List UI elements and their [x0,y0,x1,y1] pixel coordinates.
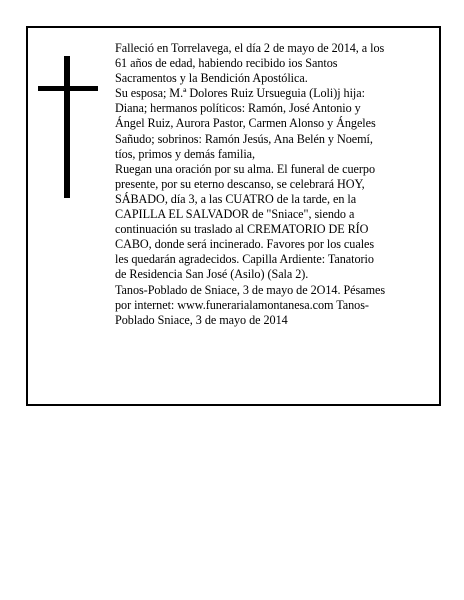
obituary-notice [26,26,441,406]
obituary-line: Sañudo; sobrinos: Ramón Jesús, Ana Belén y Noemí, [115,131,373,146]
obituary-line: Su esposa; M.ª Dolores Ruiz Ursueguia (Loli)j hija: [115,86,365,101]
obituary-line: Diana; hermanos políticos: Ramón, José Antonio y [115,101,361,116]
obituary-line: continuación su traslado al CREMATORIO DE RÍO [115,222,369,237]
obituary-line: Tanos-Poblado de Sniace, 3 de mayo de 2O14. Pésames [115,282,386,297]
obituary-line: presente, por su eterno descanso, se celebrará HOY, [115,176,365,191]
obituary-line: SÁBADO, día 3, a las CUATRO de la tarde, en la [115,191,357,206]
obituary-line: por internet: www.funerarialamontanesa.com Tanos- [115,297,369,312]
obituary-line: 61 años de edad, habiendo recibido ios Santos [115,56,338,71]
obituary-line: Sacramentos y la Bendición Apostólica. [115,71,308,86]
obituary-text [115,41,438,328]
obituary-line: Poblado Sniace, 3 de mayo de 2014 [115,312,288,327]
obituary-line: CAPILLA EL SALVADOR de "Sniace", siendo a [115,207,355,222]
obituary-line: Falleció en Torrelavega, el día 2 de mayo de 2014, a los [115,41,385,55]
cross-horizontal-bar [38,86,98,91]
obituary-line: CABO, donde será incinerado. Favores por los cuales [115,237,375,252]
obituary-line: Ruegan una oración por su alma. El funeral de cuerpo [115,161,376,176]
obituary-line: les quedarán agradecidos. Capilla Ardiente: Tanatorio [115,252,374,267]
obituary-line: de Residencia San José (Asilo) (Sala 2). [115,267,309,282]
obituary-line: Ángel Ruiz, Aurora Pastor, Carmen Alonso y Ángeles [115,116,376,131]
cross-vertical-bar [64,56,70,198]
cross-icon [38,56,98,198]
obituary-line: tíos, primos y demás familia, [115,146,256,161]
